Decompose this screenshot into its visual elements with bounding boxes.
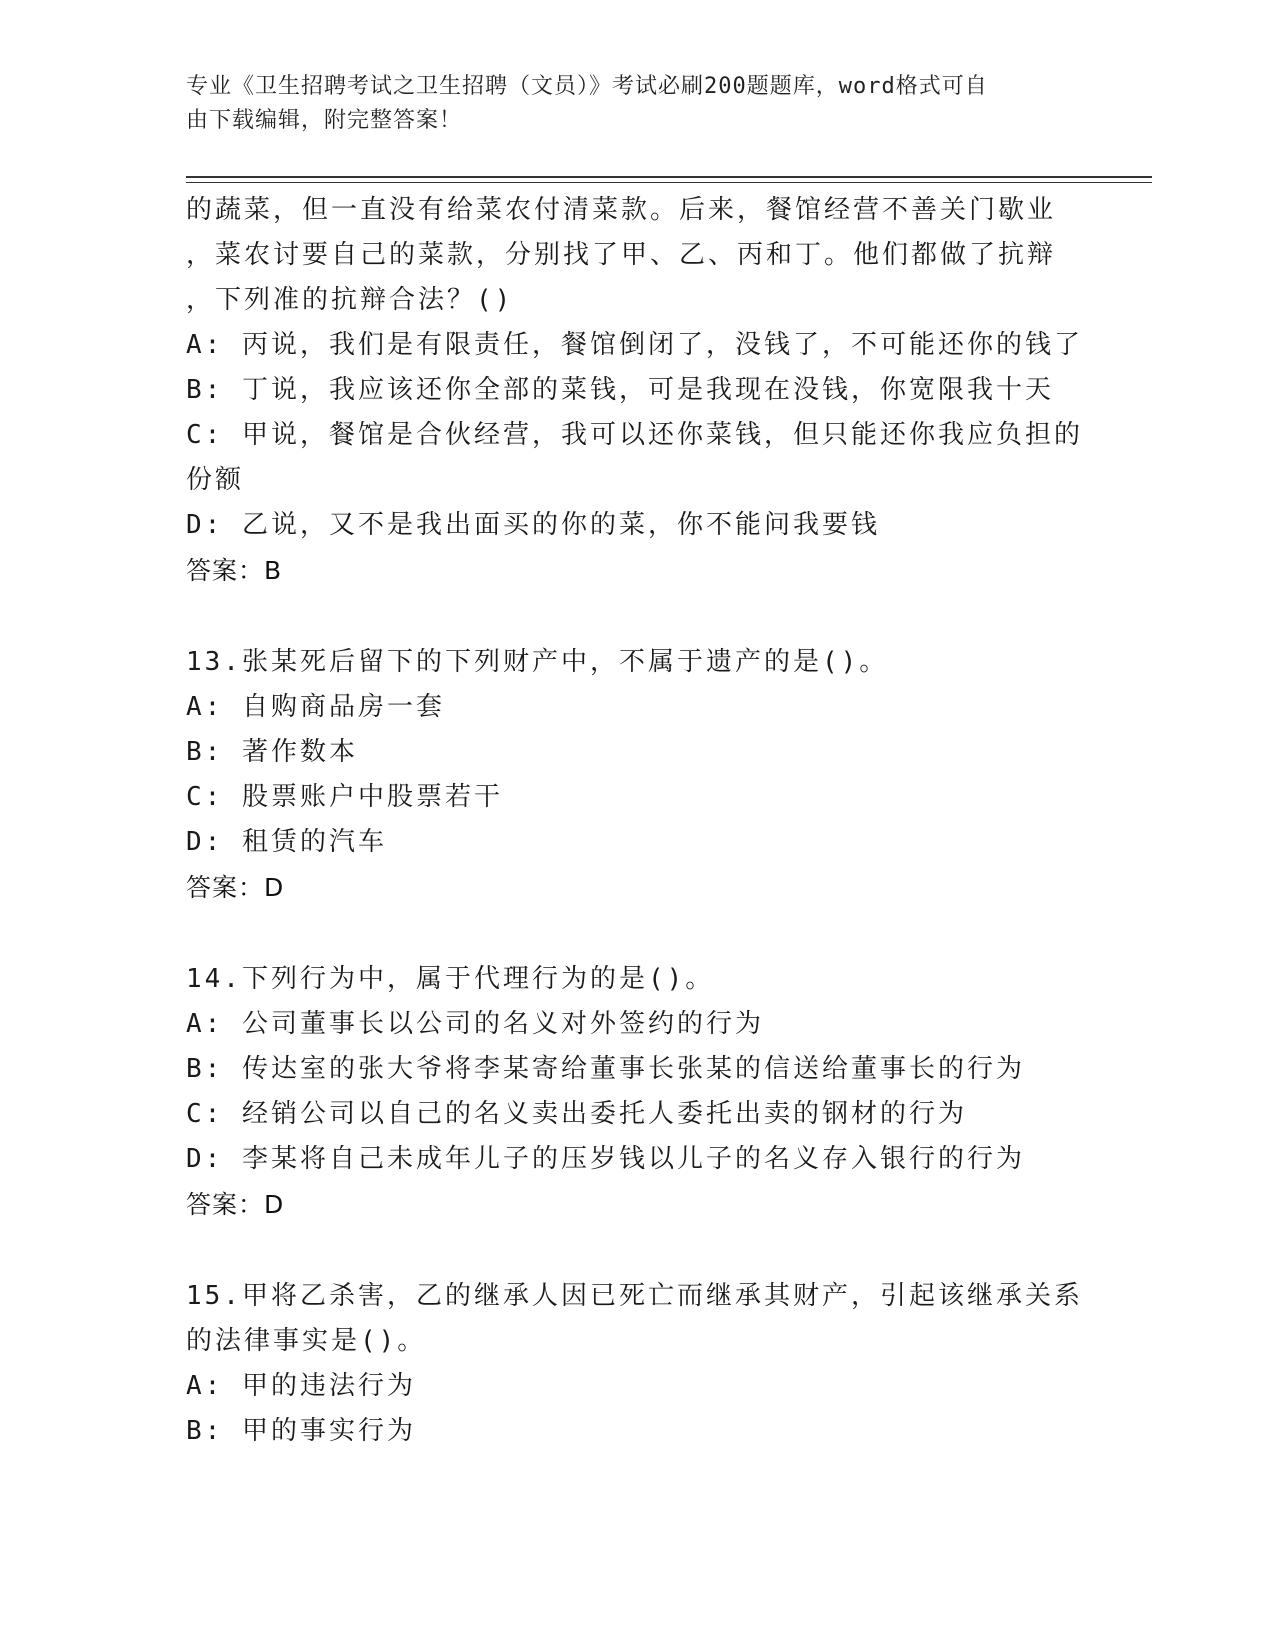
option-d: D: 李某将自己未成年儿子的压岁钱以儿子的名义存入银行的行为	[186, 1144, 1025, 1174]
question-stem-continued: 的法律事实是()。	[186, 1326, 427, 1356]
option-c: C: 甲说，餐馆是合伙经营，我可以还你菜钱，但只能还你我应负担的	[186, 420, 1083, 450]
question-stem: 14.下列行为中，属于代理行为的是()。	[186, 964, 715, 994]
option-b: B: 甲的事实行为	[186, 1416, 416, 1446]
option-b: B: 著作数本	[186, 737, 358, 767]
option-b: B: 传达室的张大爷将李某寄给董事长张某的信送给董事长的行为	[186, 1054, 1025, 1084]
option-a: A: 自购商品房一套	[186, 692, 445, 722]
spacer	[186, 1227, 1086, 1274]
answer-label: 答案：D	[186, 1190, 285, 1219]
option-c: C: 股票账户中股票若干	[186, 782, 503, 812]
question-12	[186, 188, 1086, 593]
option-a: A: 公司董事长以公司的名义对外签约的行为	[186, 1009, 764, 1039]
option-a: A: 丙说，我们是有限责任，餐馆倒闭了，没钱了，不可能还你的钱了	[186, 330, 1083, 360]
document-header	[186, 70, 1066, 138]
question-15	[186, 1274, 1086, 1454]
spacer	[186, 910, 1086, 957]
header-line-1: 专业《卫生招聘考试之卫生招聘（文员）》考试必刷200题题库，word格式可自	[186, 74, 988, 99]
question-stem: 13.张某死后留下的下列财产中，不属于遗产的是()。	[186, 647, 889, 677]
spacer	[186, 593, 1086, 640]
option-c-continued: 份额	[186, 465, 245, 495]
question-stem-line: ，菜农讨要自己的菜款，分别找了甲、乙、丙和丁。他们都做了抗辩	[186, 240, 1057, 270]
question-stem-line: 的蔬菜，但一直没有给菜农付清菜款。后来，餐馆经营不善关门歇业	[186, 195, 1057, 225]
option-d: D: 租赁的汽车	[186, 827, 387, 857]
question-stem-line: ，下列准的抗辩合法？()	[186, 285, 514, 315]
answer-label: 答案：B	[186, 556, 283, 585]
option-c: C: 经销公司以自己的名义卖出委托人委托出卖的钢材的行为	[186, 1099, 967, 1129]
header-rule-thick	[186, 176, 1152, 178]
option-a: A: 甲的违法行为	[186, 1371, 416, 1401]
header-rule-thin	[186, 182, 1152, 183]
question-stem: 15.甲将乙杀害，乙的继承人因已死亡而继承其财产，引起该继承关系	[186, 1281, 1083, 1311]
question-14	[186, 957, 1086, 1227]
option-b: B: 丁说，我应该还你全部的菜钱，可是我现在没钱，你宽限我十天	[186, 375, 1054, 405]
option-d: D: 乙说，又不是我出面买的你的菜，你不能问我要钱	[186, 510, 880, 540]
question-13	[186, 640, 1086, 910]
document-body	[186, 188, 1086, 1454]
answer-label: 答案：D	[186, 873, 285, 902]
header-line-2: 由下载编辑，附完整答案！	[186, 108, 463, 133]
